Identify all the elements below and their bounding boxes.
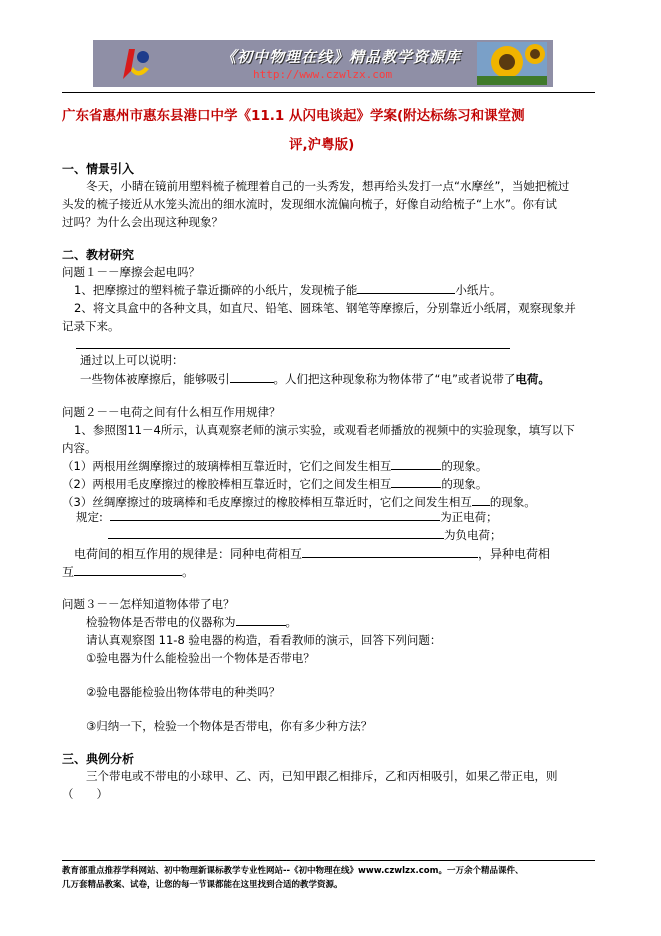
question3-title: 问题３－－怎样知道物体带了电？	[62, 597, 235, 611]
doc-title-line2: 评,沪粤版)	[289, 137, 355, 153]
charge-law-line1: 电荷间的相互作用的规律是：同种电荷相互 ，异种电荷相	[74, 547, 551, 561]
rule-negative: 为负电荷；	[108, 527, 502, 543]
section1-text-line1: 冬天，小睛在镜前用塑料梳子梳理着自己的一头秀发，想再给头发打一点“水摩丝”，当她把梳过	[86, 179, 570, 193]
question3-line2: 请认真观察图 11-8 验电器的构造，看看教师的演示，回答下列问题：	[86, 633, 442, 647]
blank-rubber-rubber[interactable]	[391, 476, 441, 488]
blank-attract-objects[interactable]	[230, 371, 274, 383]
blank-positive-charge[interactable]	[110, 509, 440, 521]
footer-line2: 几万套精品教案、试卷，让您的每一节课都能在这里找到合适的教学资源。	[62, 880, 343, 890]
footer-line1: 教育部重点推荐学科网站、初中物理新课标教学专业性网站--《初中物理在线》www.czwlzx.com。一万余个精品课件、	[62, 866, 524, 876]
section1-heading: 一、情景引入	[62, 162, 135, 176]
example-text-line1: 三个带电或不带电的小球甲、乙、丙，已知甲跟乙相排斥，乙和丙相吸引，如果乙带正电，则	[86, 769, 558, 783]
question1-item2-line2: 记录下来。	[62, 319, 120, 333]
question2-item2: （2）两根用毛皮摩擦过的橡胶棒相互靠近时，它们之间发生相互 的现象。	[62, 477, 488, 491]
question2-item3: （3）丝绸摩擦过的玻璃棒和毛皮摩擦过的橡胶棒相互靠近时，它们之间发生相互 的现象。	[62, 495, 536, 509]
record-answer-line[interactable]	[76, 348, 510, 349]
charge-law-line2: 互 。	[62, 565, 195, 579]
blank-attract[interactable]	[357, 282, 455, 294]
header-banner	[93, 40, 553, 87]
section1-text-line3: 过吗？为什么会出现这种现象？	[62, 215, 223, 229]
site-logo	[119, 45, 153, 83]
question1-item2-line1: 2、将文具盒中的各种文具，如直尺、铅笔、圆珠笔、钢笔等摩擦后，分别靠近小纸屑，观察现象并	[74, 301, 576, 315]
section1-text-line2: 头发的梳子接近从水笼头流出的细水流时，发现细水流偏向梳子，好像自动给梳子“上水”。你有试	[62, 197, 557, 211]
section2-heading: 二、教材研究	[62, 248, 135, 262]
question1-title: 问题１－－摩擦会起电吗？	[62, 265, 200, 279]
section3-heading: 三、典例分析	[62, 752, 135, 766]
conclusion-label: 通过以上可以说明：	[80, 353, 184, 367]
question2-intro-line2: 内容。	[62, 441, 97, 455]
sunflower-image	[477, 42, 547, 85]
footer-divider	[62, 860, 595, 861]
question2-title: 问题２－－电荷之间有什么相互作用规律？	[62, 405, 281, 419]
banner-title: 《初中物理在线》精品教学资源库	[221, 48, 462, 66]
question3-sub2: ②验电器能检验出物体带电的种类吗？	[86, 685, 281, 699]
conclusion-text: 一些物体被摩擦后，能够吸引 。人们把这种现象称为物体带了“电”或者说带了电荷。	[80, 372, 550, 386]
question3-line1: 检验物体是否带电的仪器称为 。	[86, 615, 297, 629]
blank-like-charges[interactable]	[302, 546, 478, 558]
blank-glass-rubber[interactable]	[472, 494, 490, 506]
example-answer-brackets[interactable]: （ ）	[62, 787, 108, 801]
question2-intro-line1: 1、参照图11－4所示，认真观察老师的演示实验，或观看老师播放的视频中的实验现象，填写以下	[74, 423, 575, 437]
question3-sub3: ③归纳一下，检验一个物体是否带电，你有多少种方法？	[86, 719, 373, 733]
rule-positive: 规定: 为正电荷；	[76, 510, 498, 524]
header-divider	[62, 92, 595, 93]
question2-item1: （1）两根用丝绸摩擦过的玻璃棒相互靠近时，它们之间发生相互 的现象。	[62, 459, 488, 473]
blank-glass-glass[interactable]	[391, 458, 441, 470]
banner-url: http://www.czwlzx.com	[253, 68, 393, 81]
blank-negative-charge[interactable]	[108, 527, 444, 539]
question3-sub1: ①验电器为什么能检验出一个物体是否带电？	[86, 651, 315, 665]
question1-item1: 1、把摩擦过的塑料梳子靠近撕碎的小纸片，发现梳子能 小纸片。	[74, 283, 502, 297]
blank-electroscope[interactable]	[236, 614, 286, 626]
blank-unlike-charges[interactable]	[74, 564, 182, 576]
doc-title-line1: 广东省惠州市惠东县港口中学《11.1 从闪电谈起》学案(附达标练习和课堂测	[62, 108, 525, 124]
